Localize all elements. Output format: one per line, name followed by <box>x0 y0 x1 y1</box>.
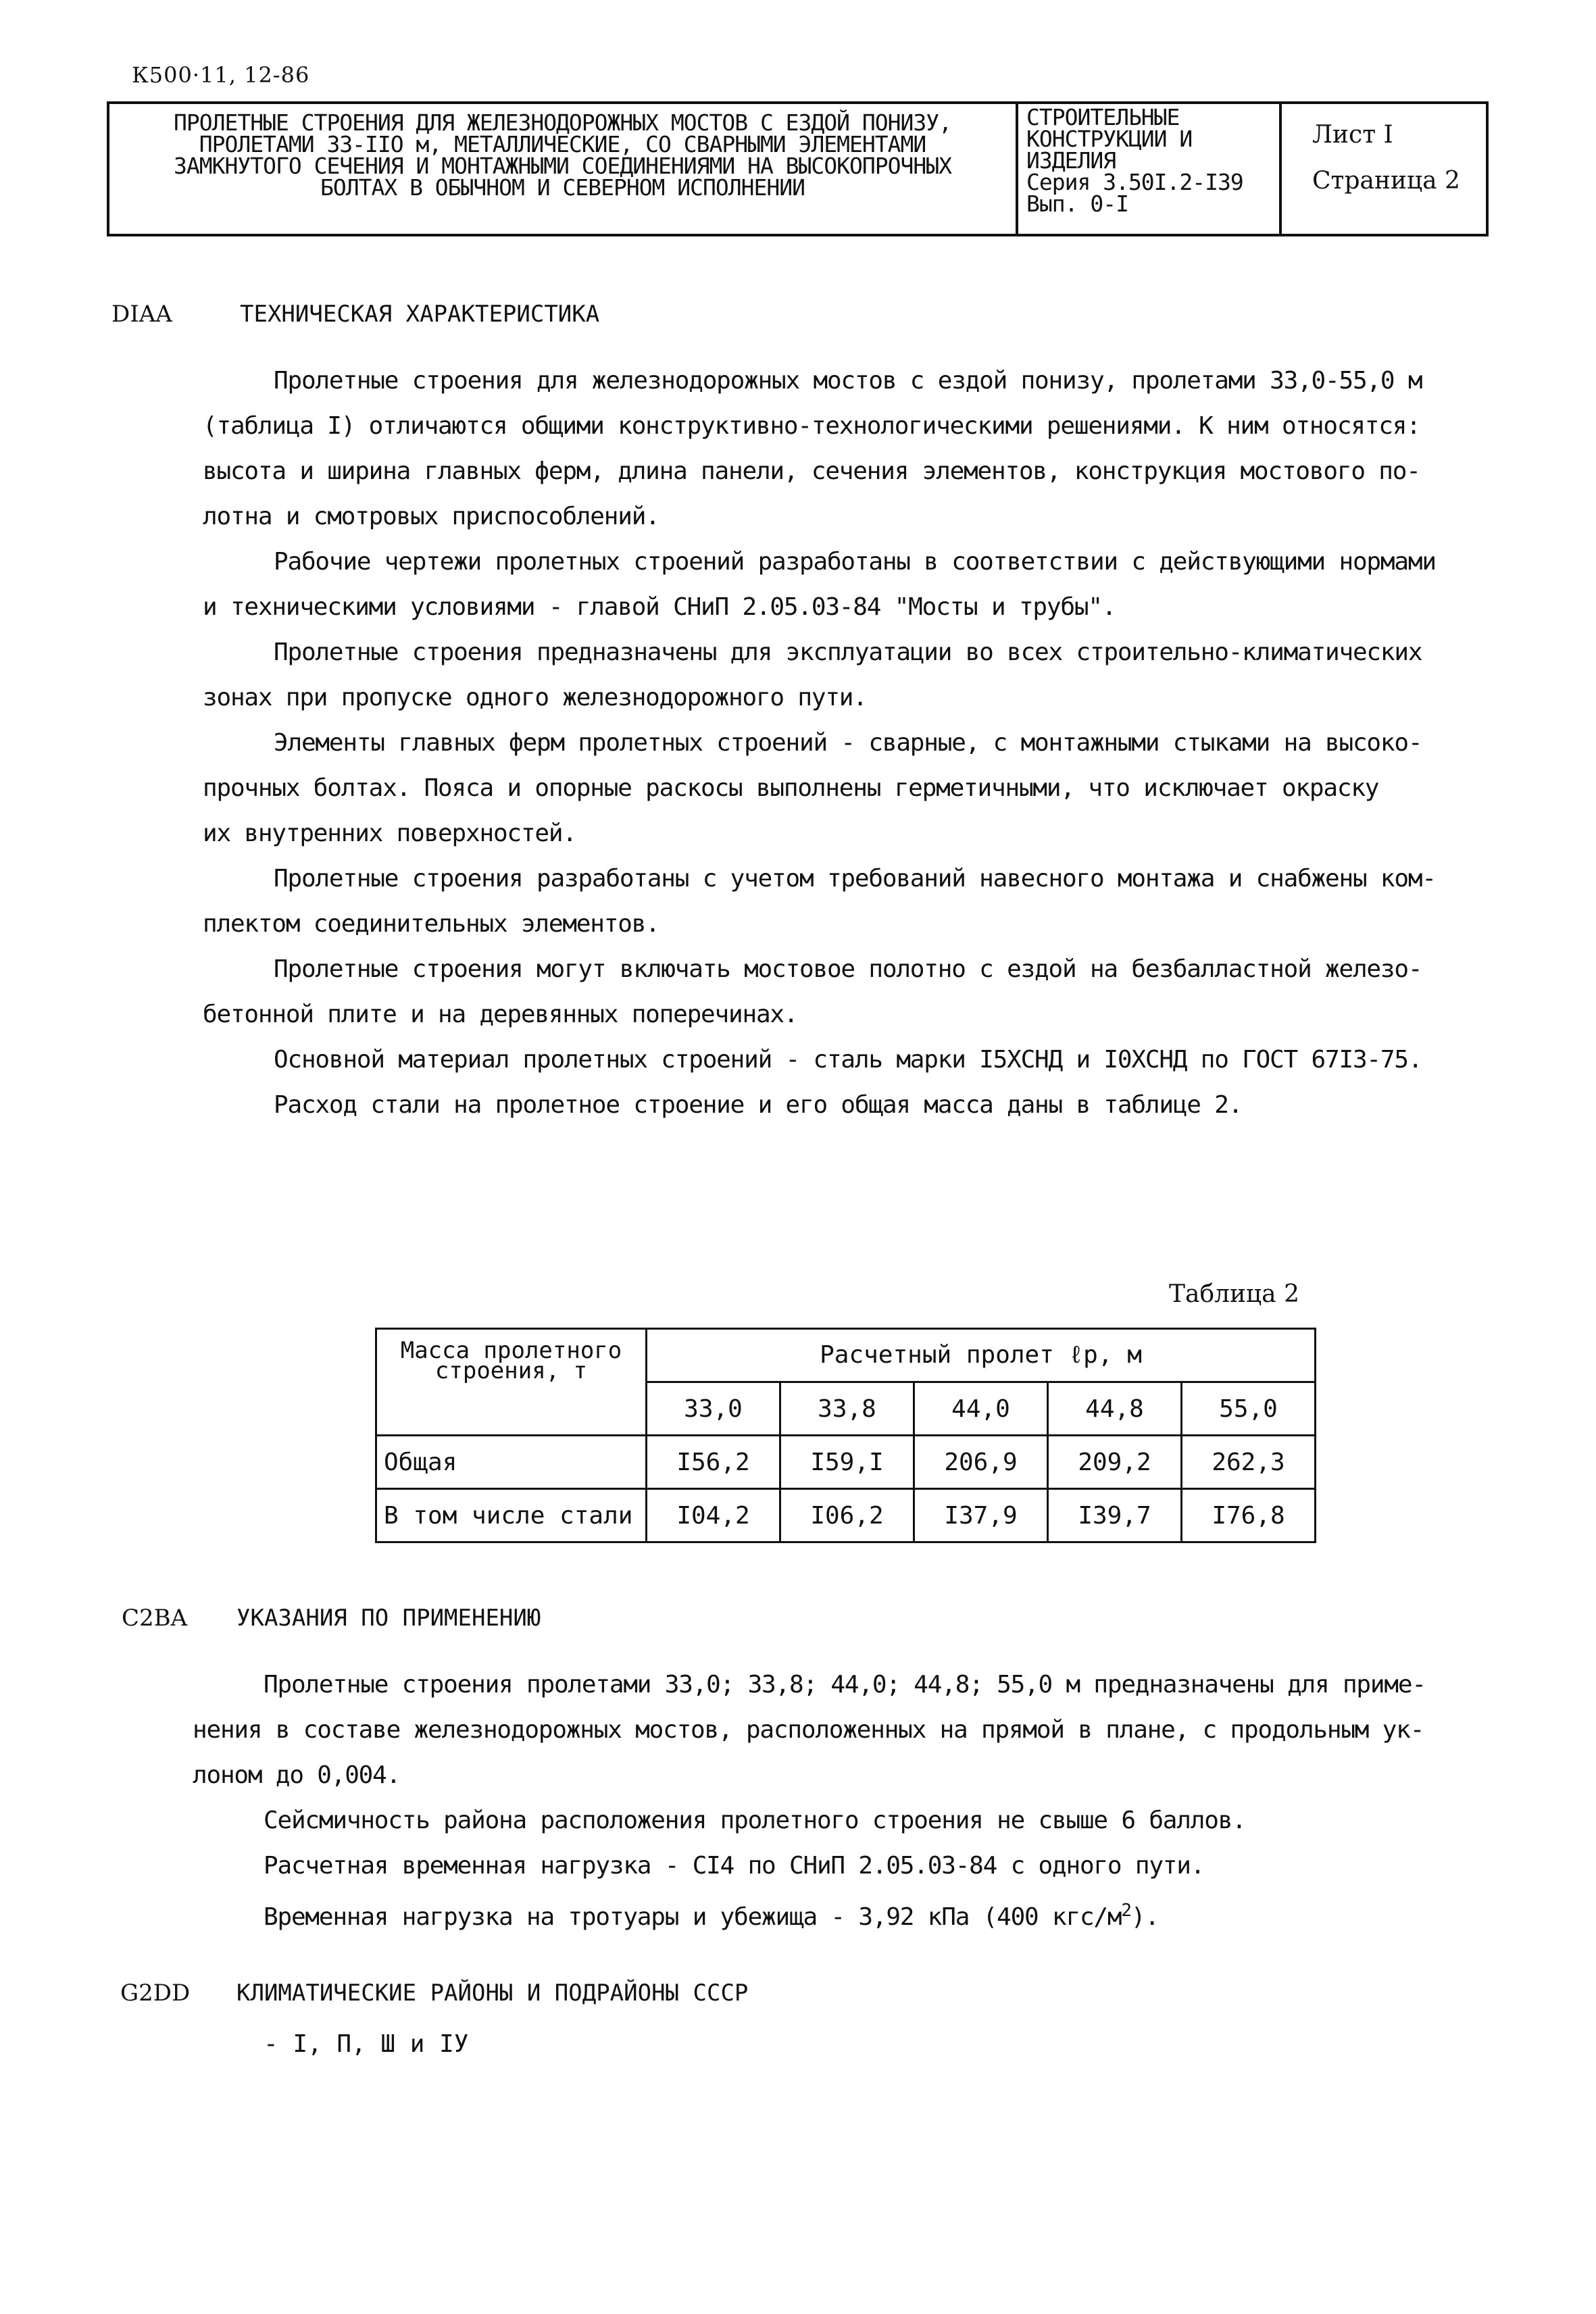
table-cell: I04,2 <box>647 1489 780 1542</box>
superscript: 2 <box>1121 1901 1131 1921</box>
text-line: их внутренних поверхностей. <box>203 820 576 847</box>
text-line: и техническими условиями - главой СНиП 2.05.03-84 "Мосты и трубы". <box>203 593 1116 621</box>
document-code: К500·11, 12-86 <box>132 62 310 88</box>
series-line: Вып. 0-I <box>1026 191 1128 217</box>
page-number: Страница 2 <box>1312 167 1460 195</box>
text-line: плектом соединительных элементов. <box>203 910 659 938</box>
mass-table <box>375 1328 1316 1543</box>
document-title <box>109 104 1018 234</box>
text-line: Расчетная временная нагрузка - СI4 по СНиП 2.05.03-84 с одного пути. <box>264 1852 1205 1880</box>
table-header-cell: 33,8 <box>780 1382 914 1436</box>
section-title: УКАЗАНИЯ ПО ПРИМЕНЕНИЮ <box>236 1605 541 1632</box>
paragraph <box>203 358 1446 1128</box>
table-row <box>376 1436 1316 1489</box>
series-line: ИЗДЕЛИЯ <box>1026 147 1116 174</box>
table-header-cell: Расчетный пролет ℓр, м <box>647 1329 1316 1382</box>
section-title: ТЕХНИЧЕСКАЯ ХАРАКТЕРИСТИКА <box>240 301 600 328</box>
table-cell: Общая <box>376 1436 647 1489</box>
series-line: Серия 3.50I.2-I39 <box>1026 169 1243 195</box>
title-line: БОЛТАХ В ОБЫЧНОМ И СЕВЕРНОМ ИСПОЛНЕНИИ <box>320 174 805 201</box>
text-line: Основной материал пролетных строений - сталь марки I5ХСНД и I0ХСНД по ГОСТ 67I3-75. <box>274 1046 1422 1074</box>
table-header-cell: 55,0 <box>1182 1382 1316 1436</box>
text-line: лотна и смотровых приспособлений. <box>203 503 659 530</box>
paragraph <box>193 1662 1436 1940</box>
title-line: ПРОЛЕТАМИ 33-IIО м, МЕТАЛЛИЧЕСКИЕ, СО СВАРНЫМИ ЭЛЕМЕНТАМИ <box>199 131 926 157</box>
climate-regions: - I, П, Ш и IУ <box>264 2030 469 2058</box>
text-line: Рабочие чертежи пролетных строений разработаны в соответствии с действующими нормами <box>274 548 1436 576</box>
text-line: прочных болтах. Пояса и опорные раскосы выполнены герметичными, что исключает окраску <box>203 774 1379 802</box>
table-header-cell: 33,0 <box>647 1382 780 1436</box>
table-cell: В том числе стали <box>376 1489 647 1542</box>
text-line: зонах при пропуске одного железнодорожного пути. <box>203 684 867 711</box>
text-line <box>193 1888 1436 1940</box>
title-line: ЗАМКНУТОГО СЕЧЕНИЯ И МОНТАЖНЫМИ СОЕДИНЕНИЯМИ НА ВЫСОКОПРОЧНЫХ <box>174 153 951 179</box>
text-line: Пролетные строения пролетами 33,0; 33,8; 44,0; 44,8; 55,0 м предназначены для приме- <box>264 1671 1426 1699</box>
text-line: Пролетные строения предназначены для эксплуатации во всех строительно-климатических <box>274 638 1422 666</box>
series-info <box>1018 104 1282 234</box>
load-text: Временная нагрузка на тротуары и убежища - 3,92 кПа (400 кгс/м <box>264 1903 1122 1931</box>
table-header-cell: Масса пролетного строения, т <box>376 1329 647 1436</box>
title-line: ПРОЛЕТНЫЕ СТРОЕНИЯ ДЛЯ ЖЕЛЕЗНОДОРОЖНЫХ МОСТОВ С ЕЗДОЙ ПОНИЗУ, <box>174 109 951 136</box>
text-line: Пролетные строения могут включать мостовое полотно с ездой на безбалластной железо- <box>274 955 1422 983</box>
table-cell: I37,9 <box>914 1489 1048 1542</box>
text-line: (таблица I) отличаются общими конструктивно-технологическими решениями. К ним относятся: <box>203 412 1420 440</box>
series-line: КОНСТРУКЦИИ И <box>1026 126 1193 152</box>
title-block <box>107 101 1489 236</box>
series-line: СТРОИТЕЛЬНЫЕ <box>1026 104 1180 130</box>
table-header-row <box>376 1329 1316 1382</box>
table-caption: Таблица 2 <box>1169 1280 1299 1308</box>
text-line: высота и ширина главных ферм, длина панели, сечения элементов, конструкция мостового по- <box>203 457 1420 485</box>
section-code: DIAA <box>111 301 172 328</box>
table-header-cell: 44,8 <box>1048 1382 1182 1436</box>
table-cell: I39,7 <box>1048 1489 1182 1542</box>
table-row <box>376 1489 1316 1542</box>
table-cell: 262,3 <box>1182 1436 1316 1489</box>
section-code: G2DD <box>120 1980 191 2007</box>
table-cell: I56,2 <box>647 1436 780 1489</box>
sheet-info <box>1282 104 1486 234</box>
text-line: Расход стали на пролетное строение и его общая масса даны в таблице 2. <box>274 1091 1243 1119</box>
text-line: Элементы главных ферм пролетных строений - сварные, с монтажными стыками на высоко- <box>274 729 1422 757</box>
table-cell: I06,2 <box>780 1489 914 1542</box>
text-line: бетонной плите и на деревянных поперечинах. <box>203 1001 798 1028</box>
table-cell: 209,2 <box>1048 1436 1182 1489</box>
table-header-cell: 44,0 <box>914 1382 1048 1436</box>
section-code: C2BA <box>122 1605 188 1632</box>
text-line: Пролетные строения для железнодорожных мостов с ездой понизу, пролетами 33,0-55,0 м <box>274 367 1422 395</box>
table-cell: 206,9 <box>914 1436 1048 1489</box>
table-cell: I76,8 <box>1182 1489 1316 1542</box>
load-text-end: ). <box>1130 1903 1159 1931</box>
table-cell: I59,I <box>780 1436 914 1489</box>
text-line: нения в составе железнодорожных мостов, расположенных на прямой в плане, с продольным ук- <box>193 1716 1424 1744</box>
text-line: лоном до 0,004. <box>193 1761 401 1789</box>
text-line: Сейсмичность района расположения пролетного строения не свыше 6 баллов. <box>264 1807 1246 1834</box>
text-line: Пролетные строения разработаны с учетом требований навесного монтажа и снабжены ком- <box>274 865 1436 892</box>
section-title: КЛИМАТИЧЕСКИЕ РАЙОНЫ И ПОДРАЙОНЫ СССР <box>236 1980 749 2007</box>
sheet-number: Лист I <box>1312 121 1393 149</box>
